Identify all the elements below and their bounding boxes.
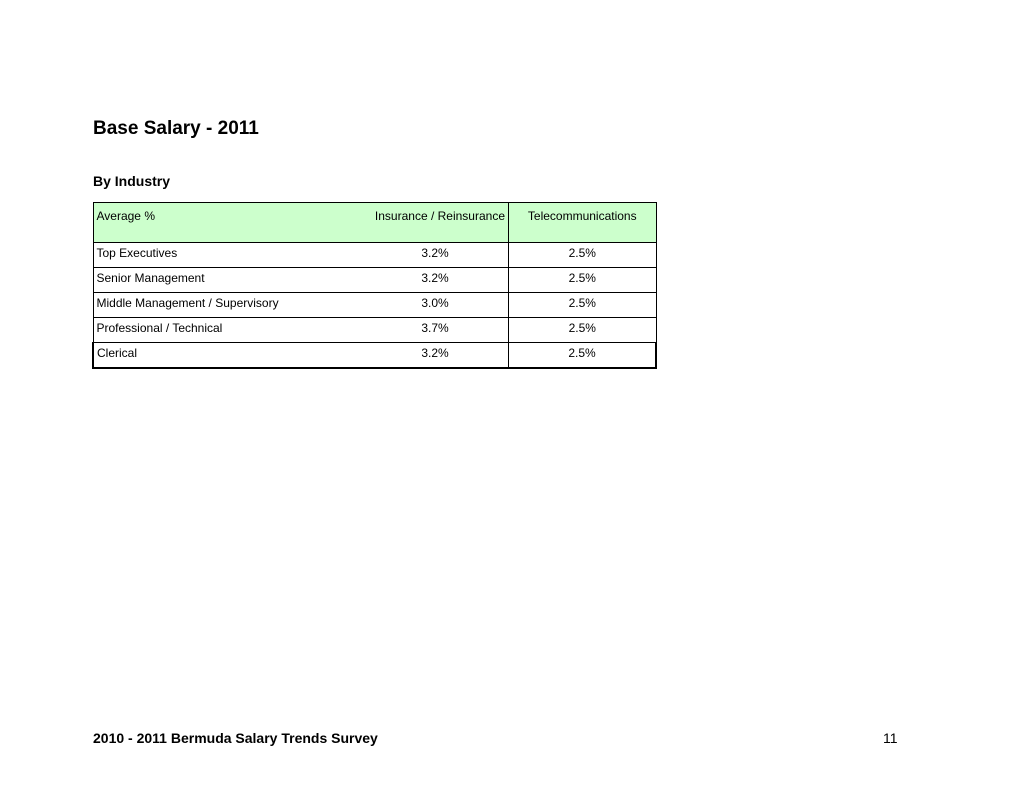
insurance-value: 3.7% <box>362 318 509 343</box>
table-row <box>93 343 656 368</box>
section-subtitle: By Industry <box>93 173 171 189</box>
header-average: Average % <box>93 203 362 243</box>
header-telecom: Telecommunications <box>509 203 657 243</box>
table-row <box>93 293 656 318</box>
insurance-value: 3.2% <box>362 268 509 293</box>
salary-table <box>92 202 657 369</box>
page-title: Base Salary - 2011 <box>93 118 259 139</box>
insurance-value: 3.2% <box>362 343 509 368</box>
header-insurance: Insurance / Reinsurance <box>362 203 509 243</box>
insurance-value: 3.0% <box>362 293 509 318</box>
table-row <box>93 318 656 343</box>
telecom-value: 2.5% <box>509 318 657 343</box>
telecom-value: 2.5% <box>509 293 657 318</box>
row-label: Top Executives <box>93 243 362 268</box>
telecom-value: 2.5% <box>509 343 657 368</box>
row-label: Senior Management <box>93 268 362 293</box>
row-label: Clerical <box>93 343 362 368</box>
page-number: 11 <box>883 730 898 746</box>
row-label: Professional / Technical <box>93 318 362 343</box>
telecom-value: 2.5% <box>509 268 657 293</box>
insurance-value: 3.2% <box>362 243 509 268</box>
table-header-row <box>93 203 656 243</box>
table-row <box>93 243 656 268</box>
row-label: Middle Management / Supervisory <box>93 293 362 318</box>
footer-survey-title: 2010 - 2011 Bermuda Salary Trends Survey <box>93 730 378 746</box>
telecom-value: 2.5% <box>509 243 657 268</box>
table-row <box>93 268 656 293</box>
